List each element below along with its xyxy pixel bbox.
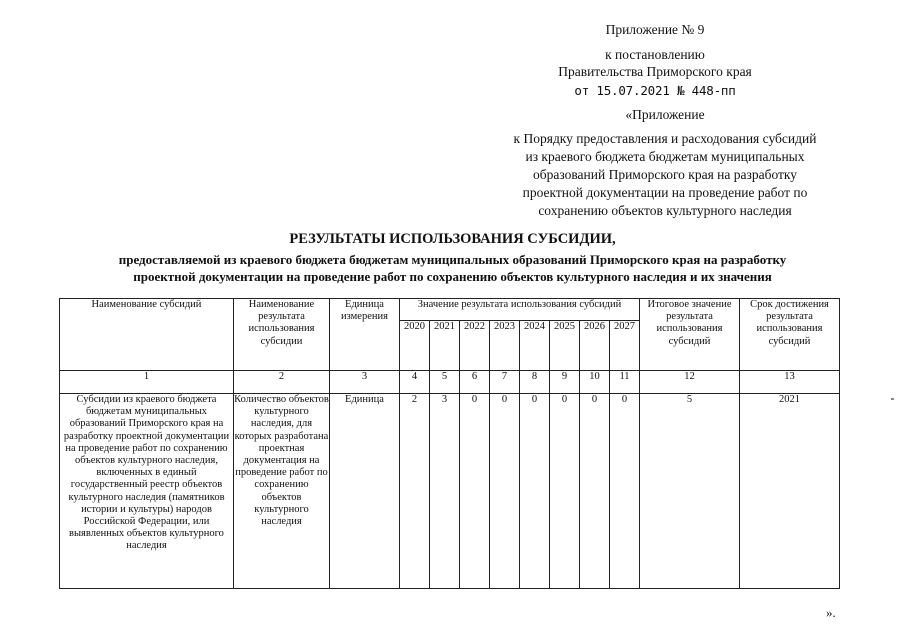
col-number-2: 2 [234,371,330,394]
order-line-2: из краевого бюджета бюджетам муниципальных [525,149,805,164]
cell-value-2023: 0 [490,394,520,589]
header-deadline: Срок достижения результата использования субсидий [740,299,840,371]
cell-value-2026: 0 [580,394,610,589]
col-number-9: 9 [550,371,580,394]
quoted-appendix: «Приложение [625,107,705,122]
col-number-12: 12 [640,371,740,394]
col-number-4: 4 [400,371,430,394]
results-table [59,298,840,589]
cell-value-2025: 0 [550,394,580,589]
col-number-7: 7 [490,371,520,394]
header-total-value: Итоговое значение результата использования субсидий [640,299,740,371]
cell-unit: Единица [330,394,400,589]
cell-subsidy-name: Субсидии из краевого бюджета бюджетам муниципальных образований Приморского края на разработку проектной документации на проведение работ по сохранению объектов культурного наследия, включенных в единый государственный реестр объектов культурного наследия (памятников истории и культуры) народов Российской Федерации, или выявленных объектов культурного наследия [60,394,234,589]
order-line-3: образований Приморского края на разработку [532,167,798,182]
cell-value-2024: 0 [520,394,550,589]
col-number-1: 1 [60,371,234,394]
scan-speck [891,398,894,400]
cell-result-name: Количество объектов культурного наследия, для которых разработана проектная документация на проведение работ по сохранению объектов культурного наследия [234,394,330,589]
closing-quote-mark: ». [826,605,836,620]
col-number-13: 13 [740,371,840,394]
year-2020: 2020 [400,321,430,371]
cell-value-2020: 2 [400,394,430,589]
document-subtitle-2: проектной документации на проведение работ по сохранению объектов культурного наследия и их значения [133,269,772,284]
col-number-5: 5 [430,371,460,394]
col-number-10: 10 [580,371,610,394]
cell-total-value: 5 [640,394,740,589]
order-line-4: проектной документации на проведение работ по [522,185,808,200]
appendix-number: Приложение № 9 [605,22,705,37]
to-resolution: к постановлению [605,47,705,62]
government-line: Правительства Приморского края [558,64,752,79]
cell-deadline: 2021 [740,394,840,589]
year-2023: 2023 [490,321,520,371]
col-number-3: 3 [330,371,400,394]
year-2024: 2024 [520,321,550,371]
header-unit: Единица измерения [330,299,400,371]
year-2026: 2026 [580,321,610,371]
header-result-name: Наименование результата использования субсидии [234,299,330,371]
col-number-6: 6 [460,371,490,394]
cell-value-2021: 3 [430,394,460,589]
col-number-11: 11 [610,371,640,394]
year-2022: 2022 [460,321,490,371]
cell-value-2027: 0 [610,394,640,589]
document-subtitle-1: предоставляемой из краевого бюджета бюджетам муниципальных образований Приморского края на разработку [118,252,787,267]
year-2021: 2021 [430,321,460,371]
order-line-5: сохранению объектов культурного наследия [538,203,792,218]
cell-value-2022: 0 [460,394,490,589]
year-2025: 2025 [550,321,580,371]
header-values-group: Значение результата использования субсидий [400,299,640,321]
document-title: РЕЗУЛЬТАТЫ ИСПОЛЬЗОВАНИЯ СУБСИДИИ, [289,231,616,247]
registration-line: от 15.07.2021 № 448-пп [574,83,736,98]
header-subsidy-name: Наименование субсидий [60,299,234,371]
order-line-1: к Порядку предоставления и расходования субсидий [513,131,817,146]
year-2027: 2027 [610,321,640,371]
col-number-8: 8 [520,371,550,394]
